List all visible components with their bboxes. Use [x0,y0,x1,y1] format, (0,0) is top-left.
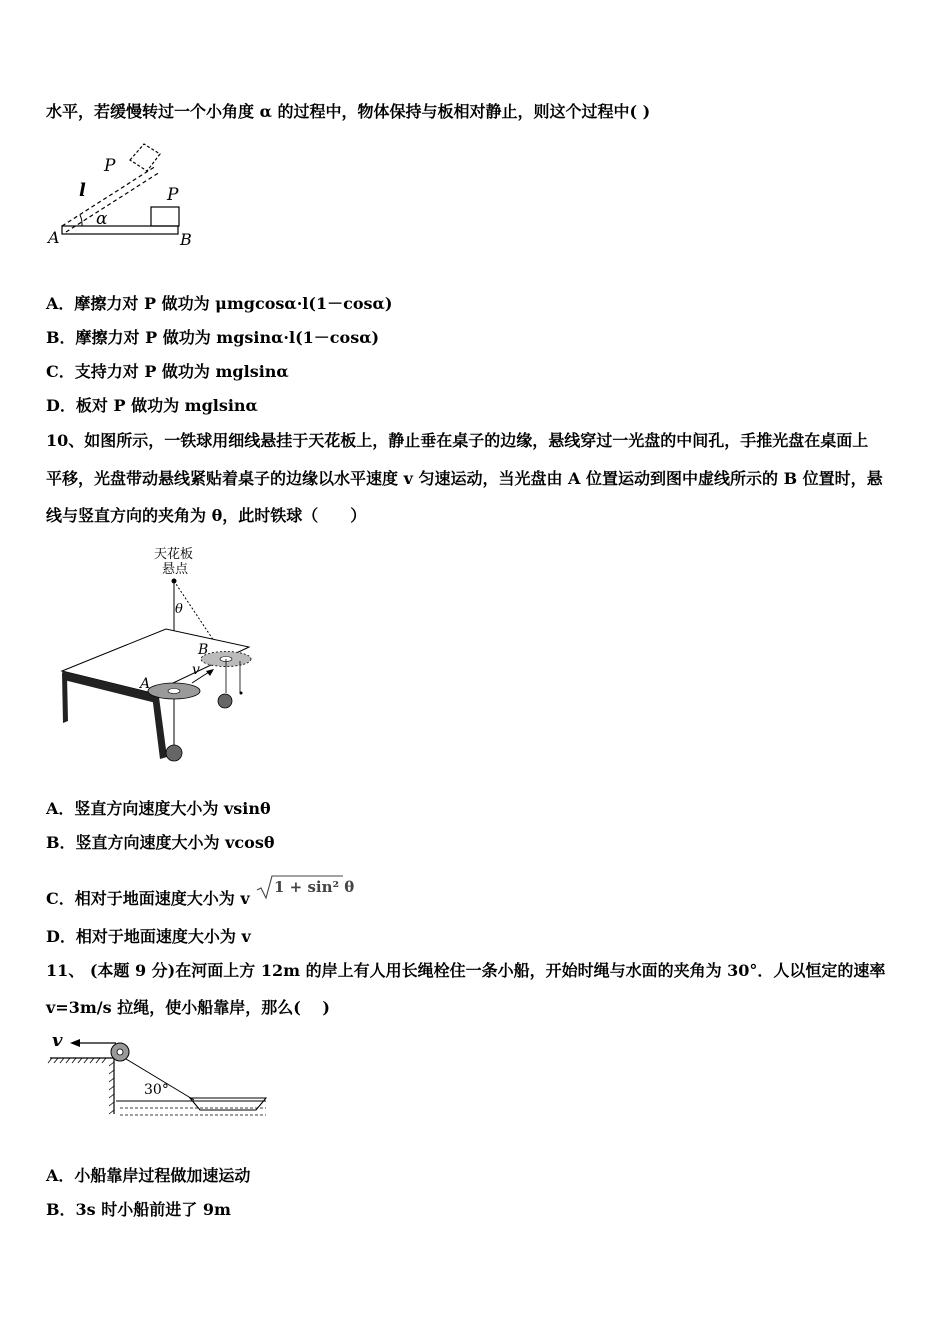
label-l: l [79,180,86,201]
option-letter: B． [46,833,76,852]
label-a: A [48,228,60,247]
label-hang-point: 悬点 [162,562,189,577]
option-text: 板对 P 做功为 mglsinα [75,396,258,415]
option-text: 竖直方向速度大小为 vcosθ [75,833,275,852]
option-letter: B． [46,1200,76,1219]
option-text: 摩擦力对 P 做功为 mgsinα·l(1－cosα) [75,328,380,347]
option-text: 支持力对 P 做功为 mglsinα [74,362,289,381]
option-text: 相对于地面速度大小为 v [75,927,251,946]
label-v: v [192,662,200,678]
label-p-top: P [104,156,116,176]
label-angle: 30° [144,1082,169,1098]
option-d[interactable] [46,396,258,416]
option-letter: B． [46,328,76,347]
option-text: 相对于地面速度大小为 v [74,889,250,908]
option-a[interactable] [46,294,392,314]
question-text: 水平，若缓慢转过一个小角度 α 的过程中，物体保持与板相对静止，则这个过程中( ) [46,102,651,121]
option-c[interactable] [46,362,289,382]
label-ceiling: 天花板 [154,547,194,562]
option-letter: D． [46,396,76,415]
label-p-bottom: P [167,185,179,205]
option-text: 小船靠岸过程做加速运动 [74,1166,251,1185]
option-text: 摩擦力对 P 做功为 μmgcosα·l(1－cosα) [74,294,393,313]
block-p-tilted [130,144,160,171]
option-c[interactable] [46,878,355,909]
figure-board [44,140,204,252]
option-letter: A． [46,799,75,818]
option-letter: C． [46,362,75,381]
formula-text: 1 + sin² θ [274,878,355,896]
label-b: B [180,230,192,249]
block-p [151,207,179,226]
option-letter: A． [46,294,75,313]
sqrt-formula [255,874,355,900]
board-shape [62,226,178,234]
option-letter: D． [46,927,76,946]
question-10-line-1: 10、如图所示，一铁球用细线悬挂于天花板上，静止垂在桌子的边缘，悬线穿过一光盘的中间孔，手推光盘在桌面上 [46,431,869,450]
label-a: A [140,676,151,692]
option-b[interactable] [46,833,275,853]
figure-table-pendulum [44,543,264,773]
question-10-line-2: 平移，光盘带动悬线紧贴着桌子的边缘以水平速度 v 匀速运动，当光盘由 A 位置运动到图中虚线所示的 B 位置时，悬 [46,469,883,488]
label-theta: θ [175,602,183,617]
option-a[interactable] [46,799,271,819]
option-b[interactable] [46,328,379,348]
option-letter: A． [46,1166,75,1185]
question-11-line-2: v=3m/s 拉绳，使小船靠岸，那么( ) [46,998,330,1017]
question-10-line-3: 线与竖直方向的夹角为 θ，此时铁球（ ） [46,506,367,525]
figure-boat-rope [44,1030,274,1122]
option-text: 竖直方向速度大小为 vsinθ [74,799,271,818]
label-alpha: α [96,209,108,229]
label-b: B [198,642,209,658]
option-b[interactable] [46,1200,231,1220]
option-text: 3s 时小船前进了 9m [75,1200,231,1219]
option-letter: C． [46,889,75,908]
option-a[interactable] [46,1166,250,1186]
question-11-line-1: 11、 (本题 9 分)在河面上方 12m 的岸上有人用长绳栓住一条小船，开始时绳与水面的夹角为 30°．人以恒定的速率 [46,961,886,980]
label-v: v [52,1030,63,1051]
option-d[interactable] [46,927,251,947]
